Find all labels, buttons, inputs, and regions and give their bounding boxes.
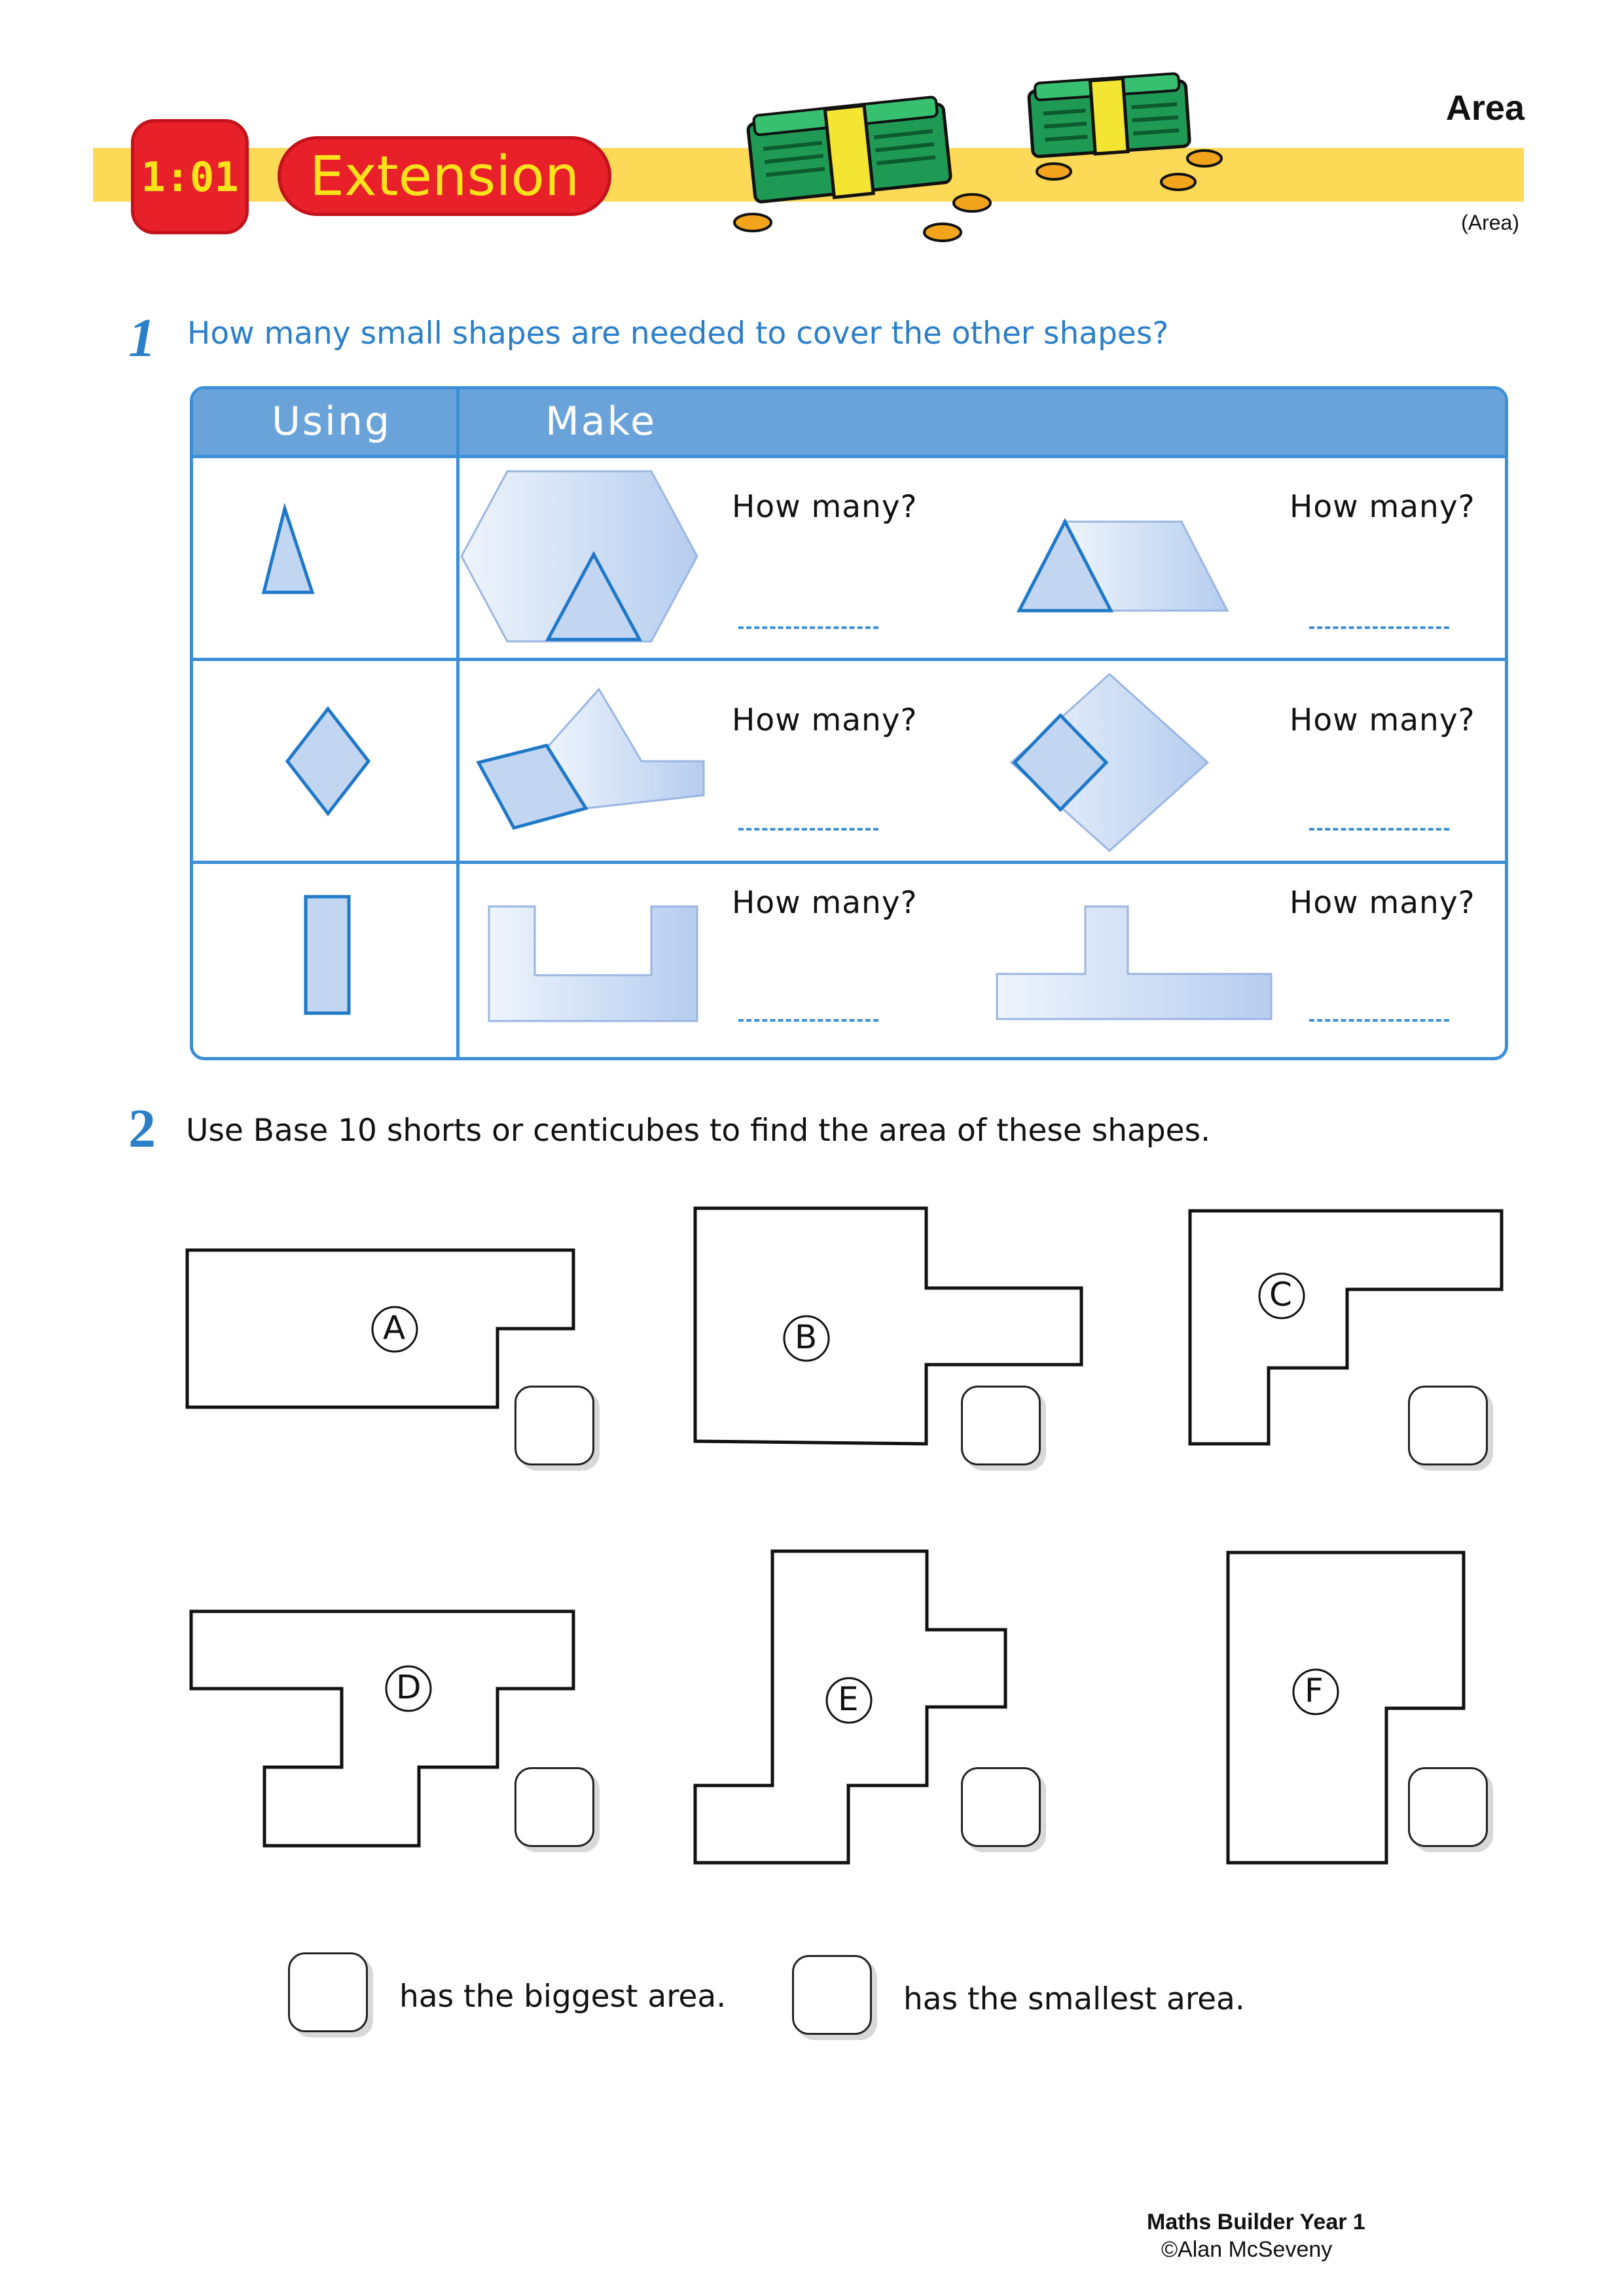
shape-a-label: A [383, 1309, 406, 1347]
question-1-number: 1 [128, 308, 156, 368]
using-triangle-shape [264, 509, 312, 592]
answer-line[interactable] [738, 828, 878, 831]
sub-topic: (Area) [1461, 211, 1519, 234]
biggest-area-text: has the biggest area. [399, 1979, 727, 2015]
activity-code-badge: 1:01 [131, 119, 249, 234]
extension-badge: Extension [278, 136, 611, 216]
how-many-prompt: How many? [1290, 885, 1475, 921]
column-header-using: Using [272, 399, 391, 444]
shape-d-label: D [396, 1668, 422, 1706]
how-many-prompt: How many? [732, 702, 918, 738]
money-stack-left [747, 96, 952, 206]
question-2-text: Use Base 10 shorts or centicubes to find the area of these shapes. [186, 1113, 1211, 1149]
column-header-make: Make [545, 399, 657, 444]
question-2-number: 2 [128, 1098, 156, 1159]
smallest-area-text: has the smallest area. [903, 1981, 1245, 2017]
using-rhombus-shape [287, 709, 369, 814]
how-many-prompt: How many? [1290, 702, 1475, 738]
how-many-prompt: How many? [732, 489, 918, 525]
answer-box-a[interactable] [514, 1386, 594, 1465]
shape-f-label: F [1305, 1672, 1324, 1710]
money-stack-icon [727, 72, 1263, 262]
answer-line[interactable] [738, 1019, 878, 1022]
shape-b-label: B [795, 1318, 818, 1356]
t-shape [997, 906, 1271, 1019]
shape-c-label: C [1269, 1276, 1292, 1314]
how-many-prompt: How many? [1290, 489, 1475, 525]
shapes-table [190, 386, 1508, 1060]
answer-box-e[interactable] [961, 1767, 1041, 1847]
shape-e-label: E [838, 1680, 859, 1718]
answer-box-b[interactable] [961, 1386, 1041, 1465]
answer-line[interactable] [1309, 1019, 1449, 1022]
money-stack-right [1028, 73, 1190, 158]
answer-line[interactable] [1309, 828, 1449, 831]
answer-box-f[interactable] [1408, 1767, 1488, 1847]
using-rectangle-shape [306, 897, 349, 1013]
how-many-prompt: How many? [732, 885, 918, 921]
answer-line[interactable] [738, 626, 878, 629]
copyright: ©Alan McSeveny [1161, 2237, 1333, 2262]
book-title: Maths Builder Year 1 [1147, 2210, 1365, 2234]
u-shape [489, 906, 697, 1021]
biggest-area-box[interactable] [288, 1952, 368, 2032]
question-1-text: How many small shapes are needed to cover the other shapes? [187, 315, 1169, 351]
answer-box-d[interactable] [514, 1767, 594, 1847]
area-shapes [0, 1178, 1624, 1931]
topic-title: Area [1445, 88, 1525, 128]
answer-box-c[interactable] [1408, 1386, 1488, 1465]
answer-line[interactable] [1309, 626, 1449, 629]
smallest-area-box[interactable] [792, 1955, 872, 2035]
